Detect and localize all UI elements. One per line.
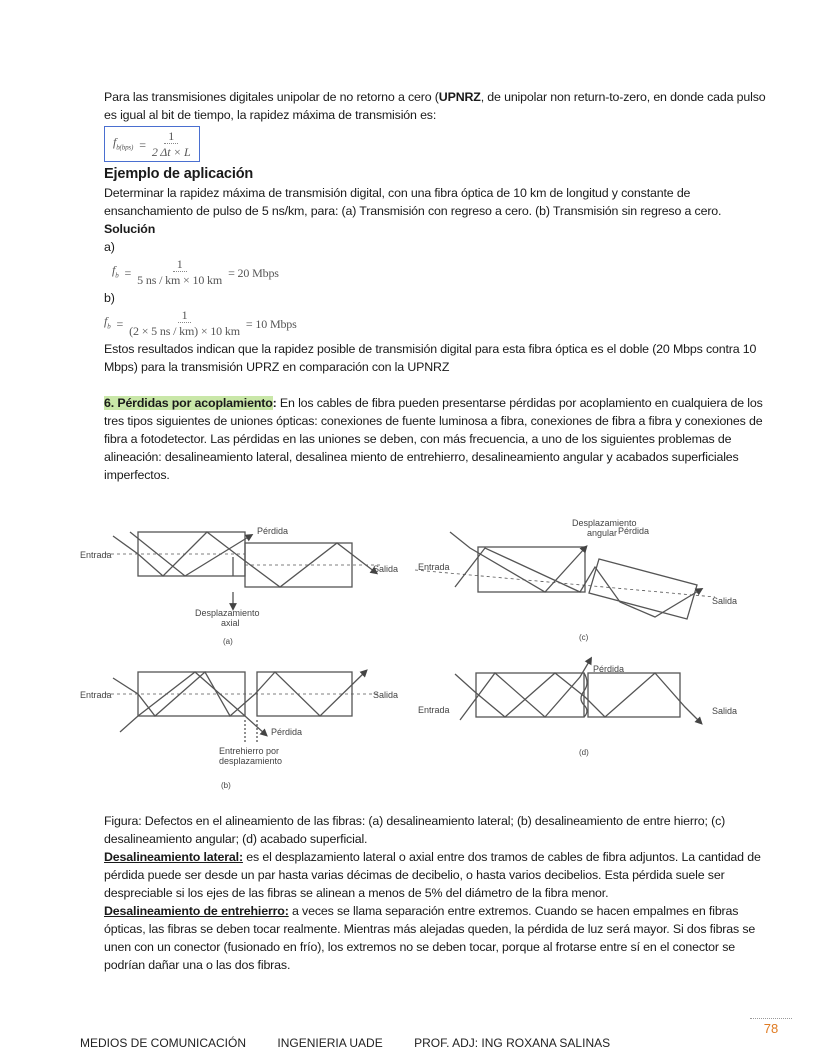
footer-course: MEDIOS DE COMUNICACIÓN [80, 1036, 247, 1050]
part-a-equation: $f_b$ = $\frac{1}{5 ns / km \times 10 km}$ = 20 Mbps [112, 257, 279, 287]
page-body [104, 88, 766, 484]
example-heading: Ejemplo de aplicación [104, 166, 254, 182]
svg-text:desplazamiento: desplazamiento [219, 756, 283, 766]
bitrate-formula: $f_{b(bps)}$ = $\frac{1}{2 \Delta t \times L}$ [104, 126, 200, 162]
intro-paragraph: Para las transmisiones digitales unipolar de no retorno a cero (UPNRZ, de unipolar non return-to-zero, en donde cada pulso es igual al bit de tiempo, la rapidez máxima de transmisión es: [104, 90, 766, 122]
page-body-lower [104, 812, 766, 974]
section6-paragraph: 6. Pérdidas por acoplamiento: En los cables de fibra pueden presentarse pérdidas por acoplamiento en cualquiera de los tres tipos siguientes de uniones ópticas: conexiones de fuente luminosa a fibra, conexiones de fibra a fibra y conexiones de fibra a fotodetector. Las pérdidas en las uniones se deben, con más frecuencia, a uno de los siguientes problemas de alineación: desalineamiento lateral, desalinea miento de entrehierro, desalineamiento angular y acabados superficiales imperfectos. [104, 396, 763, 482]
svg-text:(c): (c) [579, 633, 589, 642]
svg-text:Entrada: Entrada [418, 562, 450, 572]
svg-text:Pérdida: Pérdida [271, 727, 303, 737]
part-b-label: b) [104, 291, 115, 305]
fiber-misalignment-figure [75, 512, 755, 802]
footer-school: INGENIERIA UADE [277, 1036, 383, 1050]
panel-b [105, 672, 380, 742]
svg-text:Entrada: Entrada [80, 550, 112, 560]
svg-text:Entrada: Entrada [80, 690, 112, 700]
section6-title: 6. Pérdidas por acoplamiento [104, 396, 273, 410]
part-a-label: a) [104, 240, 115, 254]
svg-text:Desplazamiento: Desplazamiento [572, 518, 637, 528]
footer-professor: PROF. ADJ: ING ROXANA SALINAS [414, 1036, 611, 1050]
page-footer [80, 1036, 638, 1050]
svg-text:Desplazamiento: Desplazamiento [195, 608, 260, 618]
svg-text:(a): (a) [223, 637, 233, 646]
panel-a [105, 532, 380, 607]
conclusion-paragraph: Estos resultados indican que la rapidez posible de transmisión digital para esta fibra óptica es el doble (20 Mbps contra 10 Mbps) para la transmisión UPRZ en comparación con la UPNRZ [104, 342, 757, 374]
svg-text:Pérdida: Pérdida [257, 526, 289, 536]
svg-text:Salida: Salida [373, 564, 399, 574]
svg-text:(d): (d) [579, 748, 589, 757]
svg-text:axial: axial [221, 618, 240, 628]
svg-text:Entrada: Entrada [418, 705, 450, 715]
svg-text:Salida: Salida [373, 690, 399, 700]
example-statement: Determinar la rapidez máxima de transmisión digital, con una fibra óptica de 10 km de longitud y constante de ensanchamiento de pulso de 5 ns/km, para: (a) Transmisión con regreso a cero. (b) Transmisión sin regreso a cero. [104, 186, 722, 218]
gap-paragraph: Desalineamiento de entrehierro: a veces se llama separación entre extremos. Cuando se hacen empalmes en fibras ópticas, las fibras se deben tocar realmente. Mientras más alejadas queden, la pérdida de luz será mayor. Si dos fibras se unen con un conector (fusionado en frío), los extremos no se deben tocar, porque al frotarse entre sí en el conector se podrían dañar una o las dos fibras. [104, 904, 756, 972]
lateral-paragraph: Desalineamiento lateral: es el desplazamiento lateral o axial entre dos tramos de cables de fibra adjuntos. La cantidad de pérdida puede ser desde un par hasta varias décimas de decibelio, o hasta varios decibelios. Esta pérdida suele ser despreciable si los ejes de las fibras se alinean a menos de 5% del diámetro de la fibra menor. [104, 850, 761, 900]
gap-title: Desalineamiento de entrehierro: [104, 904, 289, 918]
svg-text:angular: angular [587, 528, 618, 538]
svg-text:Pérdida: Pérdida [618, 526, 650, 536]
svg-text:Entrehierro por: Entrehierro por [219, 746, 280, 756]
page-number: 78 [750, 1018, 792, 1036]
svg-text:Salida: Salida [712, 596, 738, 606]
svg-text:(b): (b) [221, 781, 231, 790]
upnrz-term: UPNRZ [438, 90, 481, 104]
panel-c [415, 532, 715, 619]
solution-label: Solución [104, 222, 156, 236]
lateral-title: Desalineamiento lateral: [104, 850, 243, 864]
figure-caption: Figura: Defectos en el alineamiento de las fibras: (a) desalineamiento lateral; (b) desalineamiento de entre hierro; (c) desalineamiento angular; (d) acabado superficial. [104, 814, 726, 846]
part-b-equation: $f_b$ = $\frac{1}{(2 \times 5 ns / km) \times 10 km}$ = 10 Mbps [104, 308, 297, 338]
svg-text:Salida: Salida [712, 706, 738, 716]
panel-d [455, 660, 700, 722]
svg-text:Pérdida: Pérdida [593, 664, 625, 674]
